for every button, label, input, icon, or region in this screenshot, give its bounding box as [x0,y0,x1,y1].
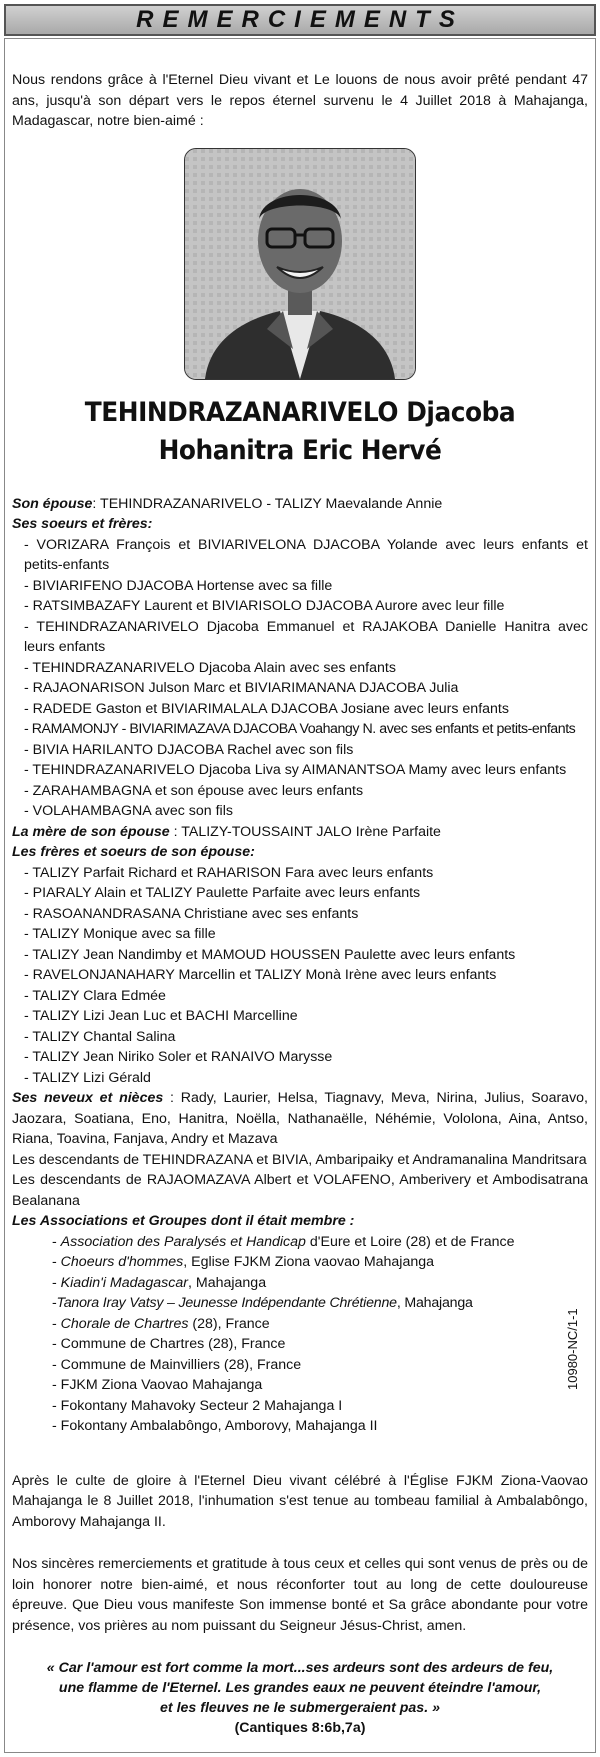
in-law-item: - TALIZY Lizi Gérald [24,1069,151,1086]
family-section [12,494,588,1437]
sibling-item: - RAJAONARISON Julson Marc et BIVIARIMANANA DJACOBA Julia [24,680,459,696]
quote-line: « Car l'amour est fort comme la mort...ses ardeurs sont des ardeurs de feu, [46,1660,554,1676]
ad-reference-code: 10980-NC/1-1 [565,1308,580,1390]
in-law-item: - TALIZY Parfait Richard et RAHARISON Fara avec leurs enfants [24,864,434,881]
association-item: - Commune de Mainvilliers (28), France [52,1356,302,1373]
association-item: - Fokontany Mahavoky Secteur 2 Mahajanga I [52,1397,343,1414]
sibling-item: - RAMAMONJY - BIVIARIMAZAVA DJACOBA Voahangy N. avec ses enfants et petits-enfants [24,721,576,737]
descendants-line: Les descendants de TEHINDRAZANA et BIVIA, Ambaripaiky et Andramanalina Mandritsara [12,1151,587,1168]
header-title: REMERCIEMENTS [136,6,464,33]
association-item: - Association des Paralysés et Handicap d'Eure et Loire (28) et de France [52,1233,515,1250]
sibling-item: - VOLAHAMBAGNA avec son fils [24,803,233,819]
in-law-item: - TALIZY Jean Nandimby et MAMOUD HOUSSEN Paulette avec leurs enfants [24,946,516,963]
nephews-label: Ses neveux et nièces [12,1090,164,1106]
association-item: - Commune de Chartres (28), France [52,1336,286,1352]
in-law-item: - RASOANANDRASANA Christiane avec ses enfants [24,905,359,922]
in-laws-heading: Les frères et soeurs de son épouse: [12,844,255,860]
in-law-item: - TALIZY Lizi Jean Luc et BACHI Marcelline [24,1008,298,1024]
scripture-quote [12,1658,588,1738]
sibling-item: - BIVIA HARILANTO DJACOBA Rachel avec son fils [24,741,354,758]
in-law-item: - RAVELONJANAHARY Marcellin et TALIZY Monà Irène avec leurs enfants [24,967,497,983]
funeral-paragraph: Après le culte de gloire à l'Eternel Dieu vivant célébré à l'Église FJKM Ziona-Vaovao Mahajanga le 8 Juillet 2018, l'inhumation s'est tenue au tombeau familial à Ambalabôngo, Amborovy Mahajanga II. [12,1472,588,1530]
sibling-item: - VORIZARA François et BIVIARIVELONA DJACOBA Yolande avec leurs enfants et petits-enfants [24,536,588,573]
deceased-name [35,394,565,470]
association-item: - Fokontany Ambalabôngo, Amborovy, Mahajanga II [52,1418,378,1434]
sibling-item: - TEHINDRAZANARIVELO Djacoba Liva sy AIMANANTSOA Mamy avec leurs enfants [24,762,567,778]
portrait-image [185,149,415,379]
nephews-line [12,1088,588,1150]
association-item: - FJKM Ziona Vaovao Mahajanga [52,1377,263,1393]
sibling-item: - BIVIARIFENO DJACOBA Hortense avec sa fille [24,577,333,594]
associations-list [12,1232,588,1437]
spouse-value: : TEHINDRAZANARIVELO - TALIZY Maevalande Annie [92,495,443,512]
in-law-item: - TALIZY Jean Niriko Soler et RANAIVO Marysse [24,1049,333,1065]
notice-content [12,70,588,1738]
association-item: -Tanora Iray Vatsy – Jeunesse Indépendante Chrétienne, Mahajanga [52,1295,473,1311]
thanks-paragraph: Nos sincères remerciements et gratitude à tous ceux et celles qui sont venus de près ou de loin honorer notre bien-aimé, et nous réconforter tout au long de cette douloureuse épreuve. Que Dieu vous manifeste Son immense bonté et Sa grâce abondante pour votre présence, vos prières au nom puissant du Seigneur Jésus-Christ, amen. [12,1556,588,1634]
deceased-name-line2: Hohanitra Eric Hervé [158,434,442,466]
sibling-item: - TEHINDRAZANARIVELO Djacoba Alain avec ses enfants [24,659,396,676]
sibling-item: - TEHINDRAZANARIVELO Djacoba Emmanuel et RAJAKOBA Danielle Hanitra avec leurs enfants [24,618,588,655]
in-law-item: - TALIZY Chantal Salina [24,1028,176,1045]
descendants-line: Les descendants de RAJAOMAZAVA Albert et VOLAFENO, Amberivery et Ambodisatrana Bealanana [12,1172,588,1209]
in-laws-list [12,863,588,1089]
associations-heading: Les Associations et Groupes dont il était membre : [12,1213,355,1229]
in-law-item: - TALIZY Clara Edmée [24,987,166,1004]
association-item: - Chorale de Chartres (28), France [52,1315,270,1332]
header-banner [4,4,596,36]
mother-in-law-line [12,822,588,843]
sibling-item: - RADEDE Gaston et BIVIARIMALALA DJACOBA Josiane avec leurs enfants [24,700,509,717]
sibling-item: - ZARAHAMBAGNA et son épouse avec leurs enfants [24,782,364,799]
siblings-list [12,535,588,822]
siblings-heading: Ses soeurs et frères: [12,516,153,532]
in-law-item: - PIARALY Alain et TALIZY Paulette Parfaite avec leurs enfants [24,885,421,901]
association-item: - Choeurs d'hommes, Eglise FJKM Ziona vaovao Mahajanga [52,1254,435,1270]
mother-in-law-label: La mère de son épouse [12,823,170,840]
quote-line: une flamme de l'Eternel. Les grandes eaux ne peuvent éteindre l'amour, [58,1680,542,1696]
in-law-item: - TALIZY Monique avec sa fille [24,926,216,942]
sibling-item: - RATSIMBAZAFY Laurent et BIVIARISOLO DJACOBA Aurore avec leur fille [24,598,505,614]
association-item: - Kiadin'i Madagascar, Mahajanga [52,1274,267,1291]
nephews-value: : Rady, Laurier, Helsa, Tiagnavy, Meva, Nirina, Julius, Soaravo, Jaozara, Soatiana, Eno, Hanitra, Noëlla, Nathanaëlle, Néhémie, Vololona, Aina, Antso, Riana, Toavina, Fanjava, Andry et Mazava [12,1090,589,1147]
mother-in-law-value: : TALIZY-TOUSSAINT JALO Irène Parfaite [169,823,441,840]
intro-paragraph: Nous rendons grâce à l'Eternel Dieu vivant et Le louons de nous avoir prêté pendant 47 ans, jusqu'à son départ vers le repos éternel survenu le 4 Juillet 2018 à Mahajanga, Madagascar, notre bien-aimé : [12,72,588,129]
spouse-line [12,494,588,515]
deceased-name-line1: TEHINDRAZANARIVELO Djacoba [84,396,516,428]
spouse-label: Son épouse [12,495,93,512]
portrait-photo [184,148,416,380]
quote-reference: (Cantiques 8:6b,7a) [234,1720,366,1736]
quote-line: et les fleuves ne le submergeraient pas. » [160,1700,440,1716]
